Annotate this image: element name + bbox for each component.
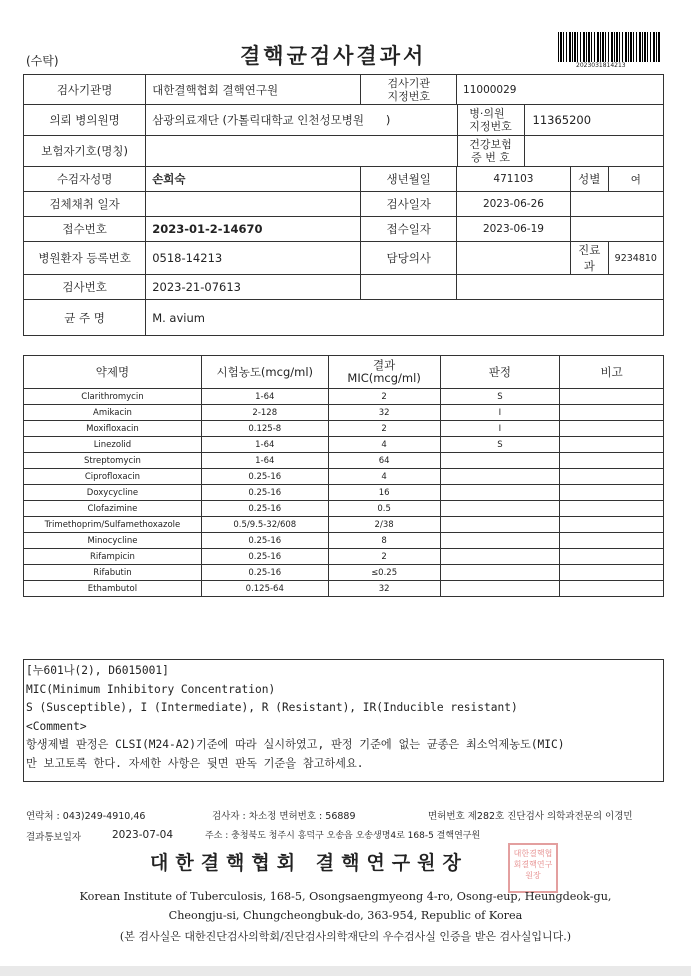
dob-value: 471103 — [457, 167, 571, 192]
drug-cell: Amikacin — [24, 405, 202, 421]
drug-cell: 2/38 — [328, 517, 440, 533]
drug-cell: Clofazimine — [24, 501, 202, 517]
drug-cell — [560, 405, 664, 421]
drug-cell: 32 — [328, 581, 440, 597]
clinic-id: 11365200 — [532, 113, 592, 127]
reg-no: 0518-14213 — [146, 242, 361, 275]
drug-row — [24, 421, 664, 437]
drug-cell: 0.125-64 — [201, 581, 328, 597]
drug-row — [24, 581, 664, 597]
drug-cell: Rifabutin — [24, 565, 202, 581]
drug-cell — [560, 565, 664, 581]
drug-cell: Trimethoprim/Sulfamethoxazole — [24, 517, 202, 533]
receipt-no-label: 접수번호 — [24, 217, 146, 242]
drug-cell — [440, 517, 560, 533]
drug-row — [24, 533, 664, 549]
english-address-line2: Cheongju-si, Chungcheongbuk-do, 363-954, Republic of Korea — [168, 909, 523, 922]
drug-cell: Ciprofloxacin — [24, 469, 202, 485]
drug-cell — [440, 565, 560, 581]
drug-cell — [440, 469, 560, 485]
patient-name: 손희숙 — [146, 167, 361, 192]
insured-value — [146, 136, 457, 167]
doctor-name — [457, 242, 571, 275]
drug-cell: 0.25-16 — [201, 565, 328, 581]
drug-cell: 4 — [328, 469, 440, 485]
test-no: 2023-21-07613 — [146, 275, 361, 300]
lab-name: 대한결핵협회 결핵연구원 — [146, 75, 361, 105]
health-id-label: 건강보험 증 번 호 — [457, 136, 525, 166]
drug-cell: ≤0.25 — [328, 565, 440, 581]
drug-cell: Doxycycline — [24, 485, 202, 501]
test-no-label: 검사번호 — [24, 275, 146, 300]
english-address-line1: Korean Institute of Tuberculosis, 168-5, Osongsaengmyeong 4-ro, Osong-eup, Heungdeok-gu, — [79, 890, 612, 903]
note-line: MIC(Minimum Inhibitory Concentration) — [26, 682, 276, 696]
drug-cell: 32 — [328, 405, 440, 421]
drug-row — [24, 389, 664, 405]
received-label: (수탁) — [26, 54, 59, 68]
drug-cell — [560, 549, 664, 565]
dept-label: 진료과 — [570, 242, 608, 275]
drug-table — [23, 355, 664, 597]
drug-header-2: 결과 MIC(mcg/ml) — [328, 356, 440, 389]
drug-cell — [560, 469, 664, 485]
sex-value: 여 — [608, 167, 663, 192]
drug-cell: 4 — [328, 437, 440, 453]
drug-cell: Linezolid — [24, 437, 202, 453]
contact-info: 연락처 : 043)249-4910,46 — [26, 811, 146, 822]
test-date: 2023-06-26 — [457, 192, 571, 217]
receipt-date: 2023-06-19 — [457, 217, 571, 242]
address: 주소 : 충청북도 청주시 흥덕구 오송읍 오송생명4로 168-5 결핵연구원 — [205, 831, 481, 841]
drug-cell: Minocycline — [24, 533, 202, 549]
organism-value: M. avium — [146, 300, 664, 336]
drug-cell — [560, 437, 664, 453]
drug-cell: Streptomycin — [24, 453, 202, 469]
lab-id-label: 검사기관 지정번호 — [361, 75, 457, 105]
note-line: <Comment> — [26, 719, 87, 733]
drug-cell: 2 — [328, 389, 440, 405]
sex-label: 성별 — [570, 167, 608, 192]
drug-cell — [560, 389, 664, 405]
drug-cell: Rifampicin — [24, 549, 202, 565]
drug-cell — [560, 581, 664, 597]
drug-cell: 64 — [328, 453, 440, 469]
doctor-label: 담당의사 — [361, 242, 457, 275]
certification-note: (본 검사실은 대한진단검사의학회/진단검사의학재단의 우수검사실 인증을 받은 검사실입니다.) — [119, 930, 572, 943]
note-line: [누601나(2), D6015001] — [26, 664, 169, 677]
note-line: 만 보고토록 한다. 자세한 사항은 뒷면 판독 기준을 참고하세요. — [26, 756, 364, 770]
drug-cell: 0.25-16 — [201, 549, 328, 565]
drug-cell: S — [440, 389, 560, 405]
drug-cell: 2 — [328, 549, 440, 565]
organism-label: 균 주 명 — [24, 300, 146, 336]
drug-cell: 0.25-16 — [201, 469, 328, 485]
drug-cell: Ethambutol — [24, 581, 202, 597]
client-label: 의뢰 병의원명 — [24, 105, 146, 136]
drug-cell — [440, 485, 560, 501]
drug-cell — [560, 485, 664, 501]
drug-cell: Clarithromycin — [24, 389, 202, 405]
drug-header-1: 시험농도(mcg/ml) — [201, 356, 328, 389]
drug-cell: I — [440, 421, 560, 437]
drug-row — [24, 453, 664, 469]
barcode-image — [558, 32, 660, 62]
drug-cell — [560, 501, 664, 517]
receipt-no: 2023-01-2-14670 — [146, 217, 361, 242]
receipt-date-label: 접수일자 — [361, 217, 457, 242]
drug-row — [24, 405, 664, 421]
drug-cell — [440, 501, 560, 517]
drug-row — [24, 485, 664, 501]
drug-cell — [440, 581, 560, 597]
drug-cell — [560, 517, 664, 533]
drug-cell: 1-64 — [201, 389, 328, 405]
drug-cell: 0.125-8 — [201, 421, 328, 437]
drug-row — [24, 549, 664, 565]
dob-label: 생년월일 — [361, 167, 457, 192]
drug-cell: 1-64 — [201, 453, 328, 469]
clinic-id-label: 병·의원 지정번호 — [457, 105, 525, 135]
license-info: 면허번호 제282호 진단검사 의학과전문의 이경민 — [428, 811, 633, 822]
drug-cell: 0.5/9.5-32/608 — [201, 517, 328, 533]
note-line: S (Susceptible), I (Intermediate), R (Resistant), IR(Inducible resistant) — [26, 701, 518, 715]
drug-cell: S — [440, 437, 560, 453]
drug-row — [24, 517, 664, 533]
drug-cell: 0.25-16 — [201, 501, 328, 517]
drug-cell — [560, 533, 664, 549]
report-date: 2023-07-04 — [112, 829, 174, 841]
drug-header-0: 약제명 — [24, 356, 202, 389]
reg-no-label: 병원환자 등록번호 — [24, 242, 146, 275]
client-name: 삼광의료재단 (가톨릭대학교 인천성모병원 ) — [146, 105, 457, 136]
drug-cell: Moxifloxacin — [24, 421, 202, 437]
drug-cell — [440, 549, 560, 565]
drug-cell — [560, 453, 664, 469]
organization-name: 대한결핵협회 결핵연구원장 — [150, 852, 468, 874]
page-title: 결핵균검사결과서 — [240, 44, 427, 68]
collect-date — [146, 192, 361, 217]
drug-header-4: 비고 — [560, 356, 664, 389]
seal-stamp: 대한결핵협회결핵연구원장 — [508, 843, 558, 893]
insured-label: 보험자기호(명칭) — [24, 136, 146, 167]
drug-header-3: 판정 — [440, 356, 560, 389]
test-date-label: 검사일자 — [361, 192, 457, 217]
drug-cell: 16 — [328, 485, 440, 501]
drug-cell: 8 — [328, 533, 440, 549]
drug-row — [24, 501, 664, 517]
drug-cell — [440, 453, 560, 469]
drug-cell — [440, 533, 560, 549]
notes-box — [23, 659, 664, 782]
collect-label: 검체채취 일자 — [24, 192, 146, 217]
lab-id: 11000029 — [457, 75, 664, 105]
patient-label: 수검자성명 — [24, 167, 146, 192]
drug-cell: 2 — [328, 421, 440, 437]
info-table — [23, 74, 664, 336]
barcode-number: 2023031814213 — [576, 62, 626, 69]
drug-row — [24, 437, 664, 453]
drug-cell — [560, 421, 664, 437]
drug-row — [24, 469, 664, 485]
drug-cell: 0.25-16 — [201, 485, 328, 501]
report-date-label: 결과통보일자 — [26, 832, 82, 843]
drug-cell: 2-128 — [201, 405, 328, 421]
drug-cell: I — [440, 405, 560, 421]
examiner-info: 검사자 : 차소정 면허번호 : 56889 — [212, 811, 356, 822]
lab-name-label: 검사기관명 — [24, 75, 146, 105]
drug-cell: 0.5 — [328, 501, 440, 517]
dept-value: 9234810 — [608, 242, 663, 275]
note-line: 항생제별 판정은 CLSI(M24-A2)기준에 따라 실시하였고, 판정 기준에 없는 균종은 최소억제농도(MIC) — [26, 738, 565, 752]
drug-cell: 1-64 — [201, 437, 328, 453]
drug-cell: 0.25-16 — [201, 533, 328, 549]
drug-row — [24, 565, 664, 581]
